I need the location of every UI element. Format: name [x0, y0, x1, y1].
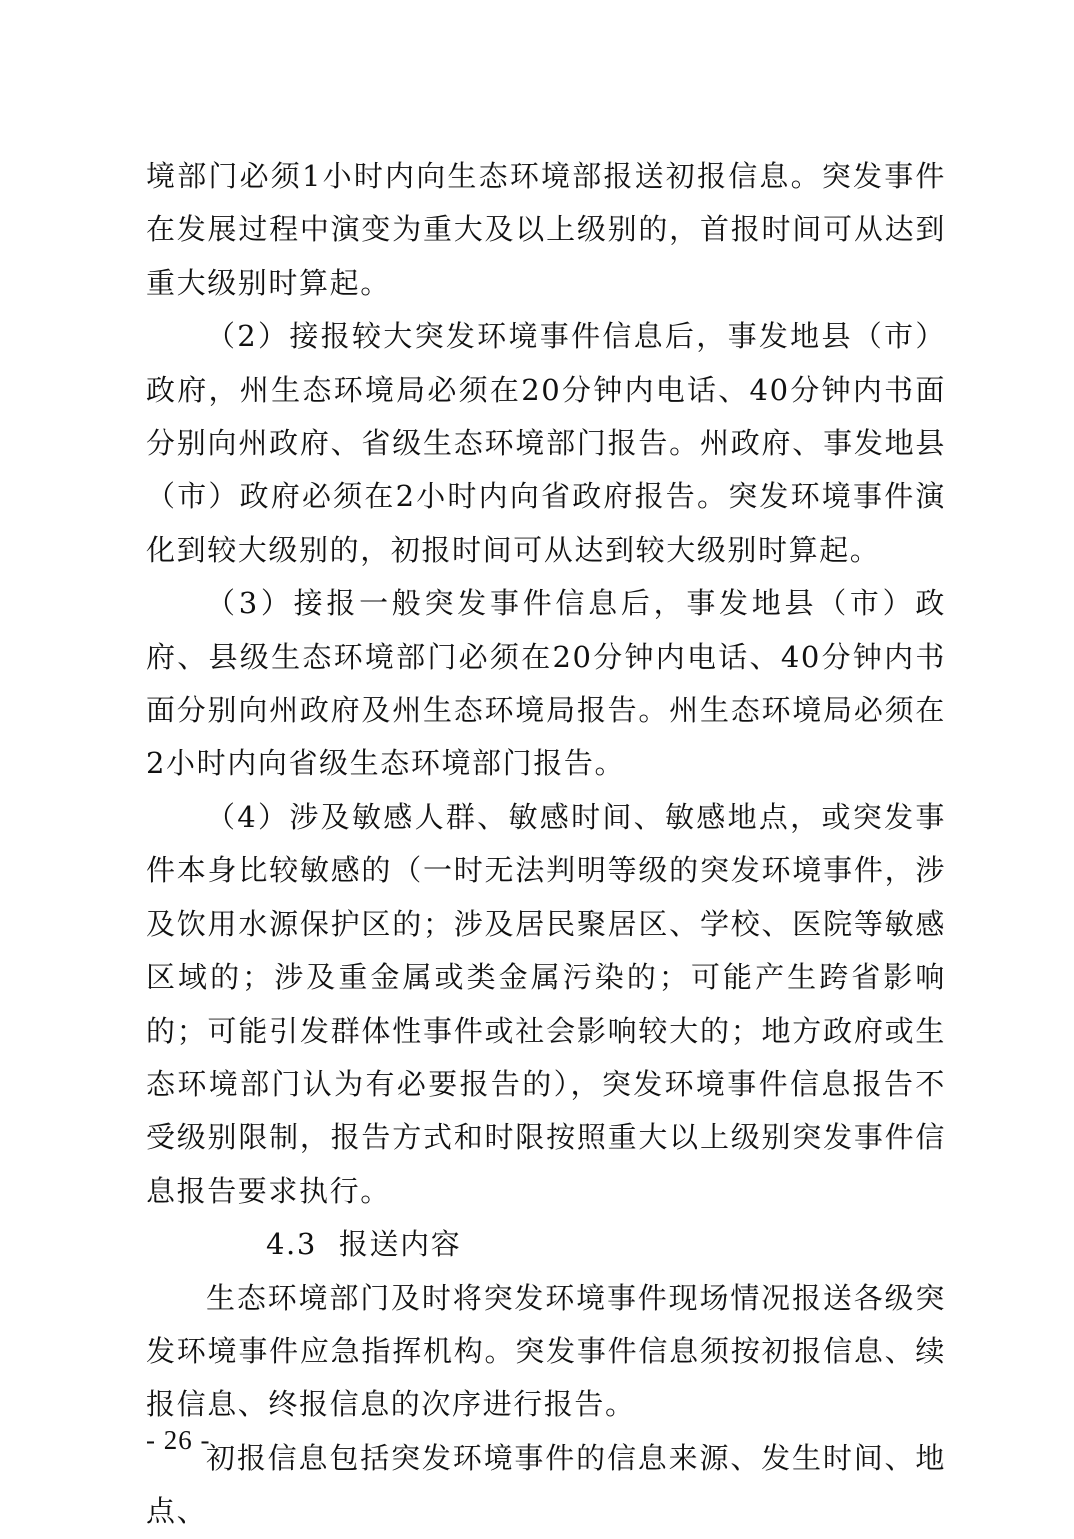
paragraph-section-intro: 生态环境部门及时将突发环境事件现场情况报送各级突发环境事件应急指挥机构。突发事件信息须按初报信息、续报信息、终报信息的次序进行报告。	[146, 1280, 946, 1422]
section-number: 4.3	[266, 1227, 317, 1262]
section-title: 报送内容	[338, 1227, 462, 1262]
paragraph-continuation: 境部门必须1小时内向生态环境部报送初报信息。突发事件在发展过程中演变为重大及以上级别的，首报时间可从达到重大级别时算起。	[146, 159, 946, 300]
paragraph-item-4: （4）涉及敏感人群、敏感时间、敏感地点，或突发事件本身比较敏感的（一时无法判明等级的突发环境事件，涉及饮用水源保护区的；涉及居民聚居区、学校、医院等敏感区域的；涉及重金属或类金属污染的；可能产生跨省影响的；可能引发群体性事件或社会影响较大的；地方政府或生态环境部门认为有必要报告的），突发环境事件信息报告不受级别限制，报告方式和时限按照重大以上级别突发事件信息报告要求执行。	[146, 799, 946, 1208]
section-heading	[146, 1218, 946, 1271]
paragraph-initial-report: 初报信息包括突发环境事件的信息来源、发生时间、地点、	[146, 1440, 946, 1529]
paragraph-item-3: （3）接报一般突发事件信息后，事发地县（市）政府、县级生态环境部门必须在20分钟内电话、40分钟内书面分别向州政府及州生态环境局报告。州生态环境局必须在2小时内向省级生态环境部门报告。	[146, 586, 946, 781]
document-body	[146, 150, 946, 1539]
page-number: - 26 -	[146, 1425, 211, 1455]
paragraph-item-2: （2）接报较大突发环境事件信息后，事发地县（市）政府，州生态环境局必须在20分钟内电话、40分钟内书面分别向州政府、省级生态环境部门报告。州政府、事发地县（市）政府必须在2小时内向省政府报告。突发环境事件演化到较大级别的，初报时间可从达到较大级别时算起。	[146, 319, 946, 567]
